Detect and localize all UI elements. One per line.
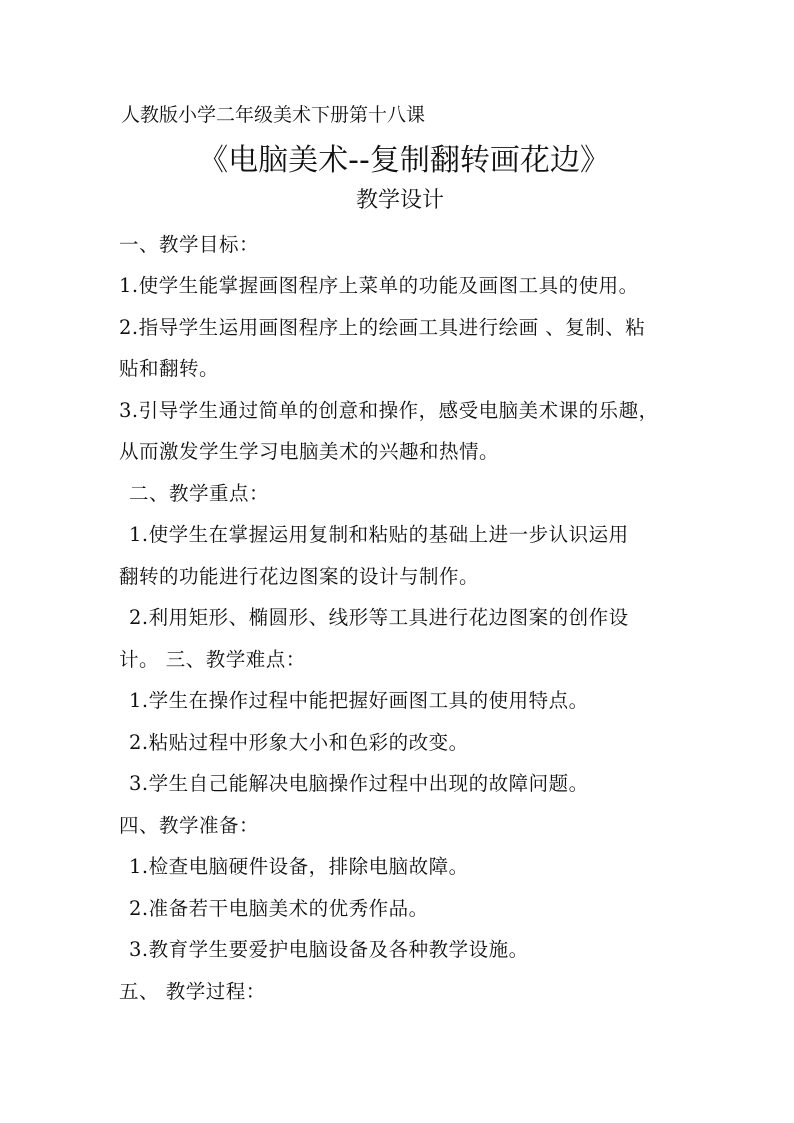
preparation-line: 3.教育学生要爱护电脑设备及各种教学设施。 (129, 938, 529, 961)
section-heading-objectives: 一、教学目标： (119, 233, 260, 256)
difficulty-line: 1.学生在操作过程中能把握好画图工具的使用特点。 (129, 689, 589, 712)
objective-line: 3.引导学生通过简单的创意和操作，感受电脑美术课的乐趣， (119, 399, 659, 422)
key-point-line: 1.使学生在掌握运用复制和粘贴的基础上进一步认识运用 (129, 523, 629, 546)
objective-line: 贴和翻转。 (119, 357, 220, 380)
difficulty-line: 3.学生自己能解决电脑操作过程中出现的故障问题。 (129, 772, 589, 795)
section-heading-preparation: 四、教学准备： (119, 814, 260, 837)
section-heading-difficulties: 计。 三、教学难点： (119, 648, 306, 671)
objective-line: 1.使学生能掌握画图程序上菜单的功能及画图工具的使用。 (119, 274, 639, 297)
section-heading-key-points: 二、教学重点： (129, 482, 270, 505)
preparation-line: 2.准备若干电脑美术的优秀作品。 (129, 897, 429, 920)
preparation-line: 1.检查电脑硬件设备，排除电脑故障。 (129, 855, 469, 878)
objective-line: 从而激发学生学习电脑美术的兴趣和热情。 (119, 440, 500, 463)
objective-line: 2.指导学生运用画图程序上的绘画工具进行绘画 、复制、粘 (119, 316, 646, 339)
difficulty-line: 2.粘贴过程中形象大小和色彩的改变。 (129, 731, 469, 754)
lesson-subtitle: 教学设计 (355, 188, 444, 213)
key-point-line: 2.利用矩形、椭圆形、线形等工具进行花边图案的创作设 (129, 606, 629, 629)
course-header: 人教版小学二年级美术下册第十八课 (121, 104, 426, 126)
key-point-line: 翻转的功能进行花边图案的设计与制作。 (119, 565, 480, 588)
section-heading-process: 五、 教学过程： (119, 980, 266, 1003)
lesson-title: 《电脑美术--复制翻转画花边》 (198, 143, 610, 178)
